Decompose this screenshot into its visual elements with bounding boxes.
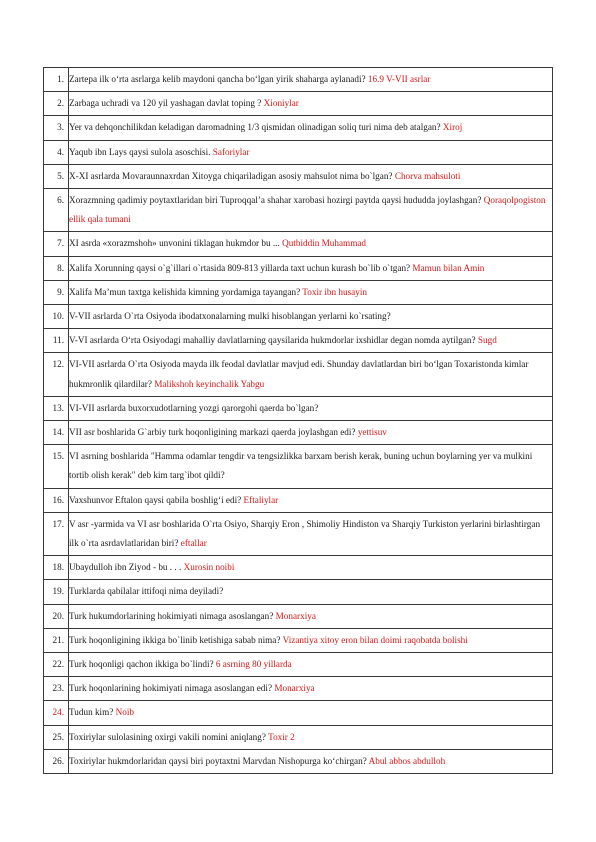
item-cell bbox=[69, 512, 553, 555]
item-number: 20. bbox=[44, 604, 69, 628]
answer-text: Monarxiya bbox=[275, 610, 316, 621]
table-row bbox=[44, 280, 553, 304]
table-row bbox=[44, 68, 553, 92]
table-row bbox=[44, 628, 553, 652]
question-table bbox=[43, 67, 553, 774]
item-number: 15. bbox=[44, 445, 69, 488]
item-cell bbox=[69, 396, 553, 420]
item-number: 12. bbox=[44, 353, 69, 396]
item-number: 3. bbox=[44, 116, 69, 140]
item-cell bbox=[69, 580, 553, 604]
item-number: 9. bbox=[44, 280, 69, 304]
item-number: 25. bbox=[44, 725, 69, 749]
item-number: 24. bbox=[44, 701, 69, 725]
item-cell bbox=[69, 604, 553, 628]
item-cell bbox=[69, 556, 553, 580]
item-number: 5. bbox=[44, 164, 69, 188]
item-cell bbox=[69, 280, 553, 304]
question-text: Toxiriylar hukmdorlaridan qaysi biri poytaxtni Marvdan Nishopurga ko‘chirgan? bbox=[69, 755, 367, 766]
item-cell bbox=[69, 329, 553, 353]
question-text: Vaxshunvor Eftalon qaysi qabila boshlig‘i edi? bbox=[69, 494, 242, 505]
item-cell bbox=[69, 116, 553, 140]
item-cell bbox=[69, 421, 553, 445]
table-row bbox=[44, 256, 553, 280]
answer-text: Xioniylar bbox=[263, 98, 299, 109]
answer-text: Noib bbox=[115, 707, 135, 718]
answer-text: Xiroj bbox=[442, 122, 463, 133]
table-row bbox=[44, 445, 553, 488]
question-text: Turk hoqonligining ikkiga bo`linib ketishiga sabab nima? bbox=[69, 634, 281, 645]
question-text: Turk hoqonligi qachon ikkiga bo`lindi? bbox=[69, 659, 214, 670]
item-cell bbox=[69, 488, 553, 512]
item-number: 2. bbox=[44, 92, 69, 116]
item-number: 10. bbox=[44, 305, 69, 329]
item-number: 23. bbox=[44, 677, 69, 701]
item-number: 26. bbox=[44, 749, 69, 773]
question-text: V asr -yarmida va VI asr boshlarida O`rta Osiyo, Sharqiy Eron , Shimoliy Hindiston va Sharqiy Turkiston yerlarini birlashtirgan ilk o`rta asrdavlatlaridan biri? bbox=[69, 518, 541, 549]
item-cell bbox=[69, 92, 553, 116]
item-number: 4. bbox=[44, 140, 69, 164]
item-number: 14. bbox=[44, 421, 69, 445]
question-text: Toxiriylar sulolasining oxirgi vakili nomini aniqlang? bbox=[69, 731, 266, 742]
question-text: Turk hoqonlarining hokimiyati nimaga asoslangan edi? bbox=[69, 683, 273, 694]
item-cell bbox=[69, 68, 553, 92]
item-number: 13. bbox=[44, 396, 69, 420]
table-row bbox=[44, 189, 553, 232]
answer-text: Abul abbos abdulloh bbox=[368, 755, 446, 766]
question-text: XI asrda «xorazmshoh» unvonini tiklagan hukmdor bu ... bbox=[69, 238, 280, 249]
item-cell bbox=[69, 305, 553, 329]
answer-text: Sugd bbox=[477, 335, 497, 346]
item-cell bbox=[69, 189, 553, 232]
answer-text: Monarxiya bbox=[274, 683, 315, 694]
question-text: Xalifa Xorunning qaysi o`g`illari o`rtasida 809-813 yillarda taxt uchun kurash bo`lib o`tgan? bbox=[69, 262, 411, 273]
item-cell bbox=[69, 445, 553, 488]
question-text: VI-VII asrlarda buxorxudotlarning yozgi qarorgohi qaerda bo`lgan? bbox=[69, 402, 319, 413]
item-number: 1. bbox=[44, 68, 69, 92]
item-cell bbox=[69, 140, 553, 164]
answer-text: Toxir 2 bbox=[268, 731, 295, 742]
question-text: V-VI asrlarda O‘rta Osiyodagi mahalliy davlatlarning qaysilarida hukmdorlar ixshidlar degan nomda aytilgan? bbox=[69, 335, 476, 346]
question-text: Yaqub ibn Lays qaysi sulola asoschisi. bbox=[69, 146, 211, 157]
question-text: Xalifa Ma’mun taxtga kelishida kimning yordamiga tayangan? bbox=[69, 286, 301, 297]
question-text: VII asr boshlarida G`arbiy turk hoqonligining markazi qaerda joylashgan edi? bbox=[69, 427, 356, 438]
item-cell bbox=[69, 232, 553, 256]
question-text: VI asrning boshlarida "Hamma odamlar tengdir va tengsizlikka barxam berish kerak, buning uchun boylarning yer va mulkini tortib olish kerak" deb kim targ`ibot qildi? bbox=[69, 451, 533, 481]
answer-text: Qutbiddin Muhammad bbox=[282, 238, 367, 249]
answer-text: Vizantiya xitoy eron bilan doimi raqobatda bolishi bbox=[282, 634, 468, 645]
table-row bbox=[44, 701, 553, 725]
item-number: 11. bbox=[44, 329, 69, 353]
item-cell bbox=[69, 749, 553, 773]
item-number: 8. bbox=[44, 256, 69, 280]
item-cell bbox=[69, 725, 553, 749]
item-number: 19. bbox=[44, 580, 69, 604]
question-text: Zartepa ilk o‘rta asrlarga kelib maydoni qancha bo‘lgan yirik shaharga aylanadi? bbox=[69, 74, 366, 84]
answer-text: Saforiylar bbox=[212, 146, 250, 157]
question-text: Zarbaga uchradi va 120 yil yashagan davlat toping ? bbox=[69, 98, 262, 109]
item-cell bbox=[69, 677, 553, 701]
table-row bbox=[44, 396, 553, 420]
table-row bbox=[44, 353, 553, 396]
table-row bbox=[44, 556, 553, 580]
answer-text: Qoraqolpogiston ellik qala tumani bbox=[69, 195, 546, 225]
question-text: Yer va dehqonchilikdan keladigan daromadning 1/3 qismidan olinadigan soliq turi nima deb atalgan? bbox=[69, 122, 441, 133]
answer-text: yettisuv bbox=[357, 427, 387, 438]
item-number: 18. bbox=[44, 556, 69, 580]
question-text: Ubaydulloh ibn Ziyod - bu . . . bbox=[69, 562, 182, 573]
question-text: Tudun kim? bbox=[69, 707, 114, 718]
table-row bbox=[44, 421, 553, 445]
item-number: 21. bbox=[44, 628, 69, 652]
question-text: Turklarda qabilalar ittifoqi nima deyiladi? bbox=[69, 586, 224, 597]
item-cell bbox=[69, 628, 553, 652]
table-row bbox=[44, 116, 553, 140]
table-row bbox=[44, 232, 553, 256]
item-cell bbox=[69, 701, 553, 725]
table-row bbox=[44, 329, 553, 353]
answer-text: 6 asrning 80 yillarda bbox=[215, 659, 292, 670]
answer-text: Eftaliylar bbox=[243, 494, 279, 505]
table-row bbox=[44, 725, 553, 749]
question-text: V-VII asrlarda O`rta Osiyoda ibodatxonalarning mulki hisoblangan yerlarni ko`rsating? bbox=[69, 311, 391, 322]
answer-text: eftallar bbox=[180, 538, 207, 549]
item-number: 22. bbox=[44, 653, 69, 677]
item-cell bbox=[69, 164, 553, 188]
answer-text: 16.9 V-VII asrlar bbox=[367, 74, 431, 84]
table-row bbox=[44, 92, 553, 116]
table-row bbox=[44, 512, 553, 555]
item-number: 7. bbox=[44, 232, 69, 256]
answer-text: Malikshoh keyinchalik Yabgu bbox=[154, 378, 265, 389]
item-cell bbox=[69, 653, 553, 677]
answer-text: Xurosin noibi bbox=[183, 562, 235, 573]
table-row bbox=[44, 140, 553, 164]
question-text: Turk hukumdorlarining hokimiyati nimaga asoslangan? bbox=[69, 610, 274, 621]
answer-text: Chorva mahsuloti bbox=[394, 170, 461, 181]
answer-text: Toxir ibn husayin bbox=[302, 286, 367, 297]
item-number: 16. bbox=[44, 488, 69, 512]
table-row bbox=[44, 164, 553, 188]
question-text: X-XI asrlarda Movaraunnaxrdan Xitoyga chiqariladigan asosiy mahsulot nima bo`lgan? bbox=[69, 170, 393, 181]
item-cell bbox=[69, 256, 553, 280]
answer-text: Mamun bilan Amin bbox=[412, 262, 485, 273]
table-row bbox=[44, 488, 553, 512]
table-row bbox=[44, 749, 553, 773]
table-row bbox=[44, 580, 553, 604]
question-text: Xorazmning qadimiy poytaxtlaridan biri Tuproqqal’a shahar xarobasi hozirgi paytda qaysi hududda joylashgan? bbox=[69, 195, 482, 206]
table-row bbox=[44, 677, 553, 701]
table-row bbox=[44, 305, 553, 329]
table-row bbox=[44, 604, 553, 628]
item-number: 6. bbox=[44, 189, 69, 232]
table-row bbox=[44, 653, 553, 677]
item-cell bbox=[69, 353, 553, 396]
item-number: 17. bbox=[44, 512, 69, 555]
question-text: VI-VII asrlarda O`rta Osiyoda mayda ilk feodal davlatlar mavjud edi. Shunday davlatlardan biri bo‘lgan Toxaristonda kimlar hukmronlik qilardilar? bbox=[69, 359, 529, 389]
